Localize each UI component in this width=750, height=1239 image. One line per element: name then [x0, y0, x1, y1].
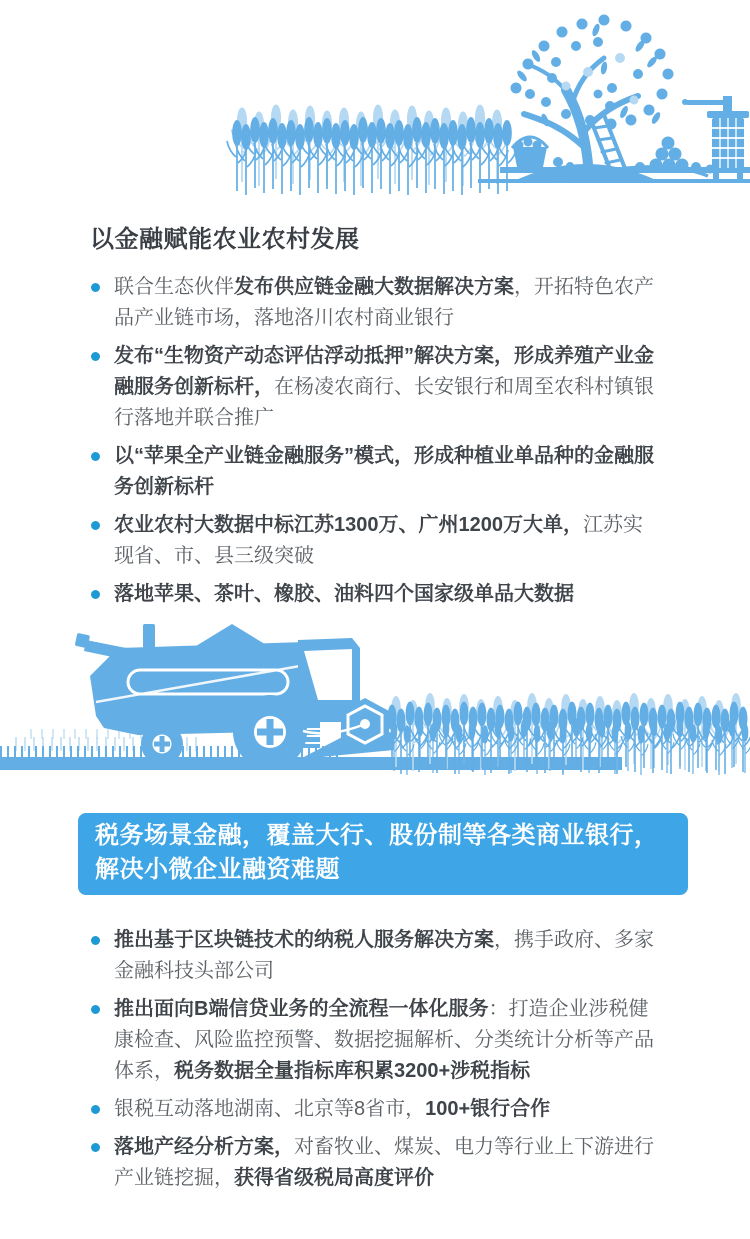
section-agriculture — [0, 226, 750, 610]
ground-strip — [0, 757, 622, 770]
bullet-dot-icon — [91, 1005, 100, 1014]
list-item — [90, 272, 662, 334]
list-item — [90, 1132, 662, 1194]
wheat-field-icon — [227, 105, 517, 195]
bullet-text-segment: 落地产经分析方案， — [114, 1136, 294, 1158]
bullet-text-segment: 获得省级税局高度评价 — [234, 1167, 434, 1189]
bullet-text-segment: ，携手政府、多家金融科技头部公司 — [114, 929, 654, 982]
bullet-text-segment: 以“苹果全产业链金融服务”模式，形成种植业单品种的金融服务创新标杆 — [114, 445, 654, 498]
bullet-dot-icon — [91, 352, 100, 361]
list-item — [90, 1094, 662, 1125]
bullet-text-segment: 推出面向B端信贷业务的全流程一体化服务 — [114, 998, 489, 1020]
section-title-agriculture: 以金融赋能农业农村发展 — [90, 226, 360, 253]
bullet-text-segment: 发布供应链金融大数据解决方案 — [234, 276, 514, 298]
list-item — [90, 441, 662, 503]
bullet-dot-icon — [91, 590, 100, 599]
list-item — [90, 579, 662, 610]
list-item — [90, 510, 662, 572]
orchard-illustration — [0, 0, 750, 200]
bullet-dot-icon — [91, 521, 100, 530]
banner-line: 税务场景金融，覆盖大行、股份制等各类商业银行， — [95, 822, 659, 849]
bullet-dot-icon — [91, 936, 100, 945]
bullet-text-segment: 对畜牧业、煤炭、电力等行业上下游进行产业链挖掘， — [114, 1136, 654, 1189]
bullet-text-segment: ，开拓特色农产品产业链市场，落地洛川农村商业银行 — [114, 276, 654, 329]
bullet-text-segment: 江苏实现省、市、县三级突破 — [114, 514, 643, 567]
bullet-text-segment: 联合生态伙伴 — [114, 276, 234, 298]
bullet-dot-icon — [91, 1105, 100, 1114]
apple-icon — [553, 157, 563, 167]
banner-line: 解决小微企业融资难题 — [95, 856, 340, 883]
bullet-text-segment: ：打造企业涉税健康检查、风险监控预警、数据挖掘解析、分类统计分析等产品体系， — [114, 998, 654, 1082]
section-tax — [0, 925, 750, 1194]
bullet-dot-icon — [91, 452, 100, 461]
list-item — [90, 925, 662, 987]
bullet-dot-icon — [91, 1143, 100, 1152]
list-item — [90, 341, 662, 434]
bullet-text-segment: 税务数据全量指标库积累3200+涉税指标 — [174, 1060, 531, 1082]
tax-section-banner — [78, 813, 688, 895]
basket-icon — [512, 137, 548, 172]
bullet-dot-icon — [91, 283, 100, 292]
agriculture-highlights-list — [90, 272, 662, 610]
bullet-text-segment: 发布“生物资产动态评估浮动抵押”解决方案，形成养殖产业金融服务创新标杆， — [114, 345, 654, 398]
bullet-text-segment: 100+银行合作 — [425, 1098, 551, 1120]
bullet-text-segment: 推出基于区块链技术的纳税人服务解决方案 — [114, 929, 494, 951]
harvester-illustration — [0, 618, 750, 778]
list-item — [90, 994, 662, 1087]
bullet-text-segment: 落地苹果、茶叶、橡胶、油料四个国家级单品大数据 — [114, 583, 574, 605]
bullet-text-segment: 在杨凌农商行、长安银行和周至农科村镇银行落地并联合推广 — [114, 376, 654, 429]
combine-harvester-icon — [75, 624, 394, 769]
bullet-text-segment: 农业农村大数据中标江苏1300万、广州1200万大单， — [114, 514, 583, 536]
tax-highlights-list — [90, 925, 662, 1194]
apple-icon — [566, 162, 574, 170]
bullet-text-segment: 银税互动落地湖南、北京等8省市， — [114, 1098, 426, 1120]
